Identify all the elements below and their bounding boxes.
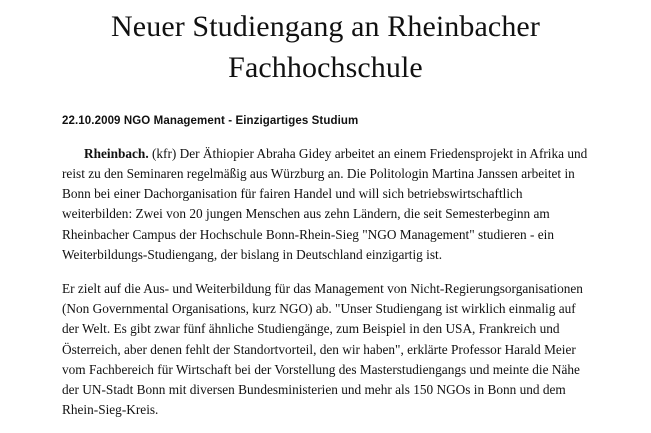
article-paragraph-1-text: (kfr) Der Äthiopier Abraha Gidey arbeitet an einem Friedensprojekt in Afrika und reist zu den Seminaren regelmäßig aus Würzburg an. Die Politologin Martina Janssen arbeitet in Bonn bei einer Dachorganisation für fairen Handel und will sich betriebswirtschaftlich weiterbilden: Zwei von 20 jungen Menschen aus zehn Ländern, die seit Semesterbeginn am Rheinbacher Campus der Hochschule Bonn-Rhein-Sieg "NGO Management" studieren - ein Weiterbildungs-Studiengang, der bislang in Deutschland einzigartig ist. bbox=[62, 145, 588, 262]
article-paragraph-1 bbox=[62, 144, 589, 265]
page-bottom-edge bbox=[0, 423, 651, 433]
article-dateline: Rheinbach. bbox=[84, 145, 149, 161]
page-title: Neuer Studiengang an Rheinbacher Fachhochschule bbox=[111, 10, 540, 85]
article-kicker: 22.10.2009 NGO Management - Einzigartiges Studium bbox=[62, 114, 359, 127]
article-paragraph-2: Er zielt auf die Aus- und Weiterbildung für das Management von Nicht-Regierungsorganisationen (Non Governmental Organisations, kurz NGO) ab. "Unser Studiengang ist wirklich einmalig auf der Welt. Es gibt zwar fünf ähnliche Studiengänge, zum Beispiel in den USA, Frankreich und Österreich, aber denen fehlt der Standortvorteil, den wir haben", erklärte Professor Harald Meier vom Fachbereich für Wirtschaft bei der Vorstellung des Masterstudiengangs und meinte die Nähe der UN-Stadt Bonn mit diversen Bundesministerien und mehr als 150 NGOs in Bonn und dem Rhein-Sieg-Kreis. bbox=[62, 281, 583, 418]
